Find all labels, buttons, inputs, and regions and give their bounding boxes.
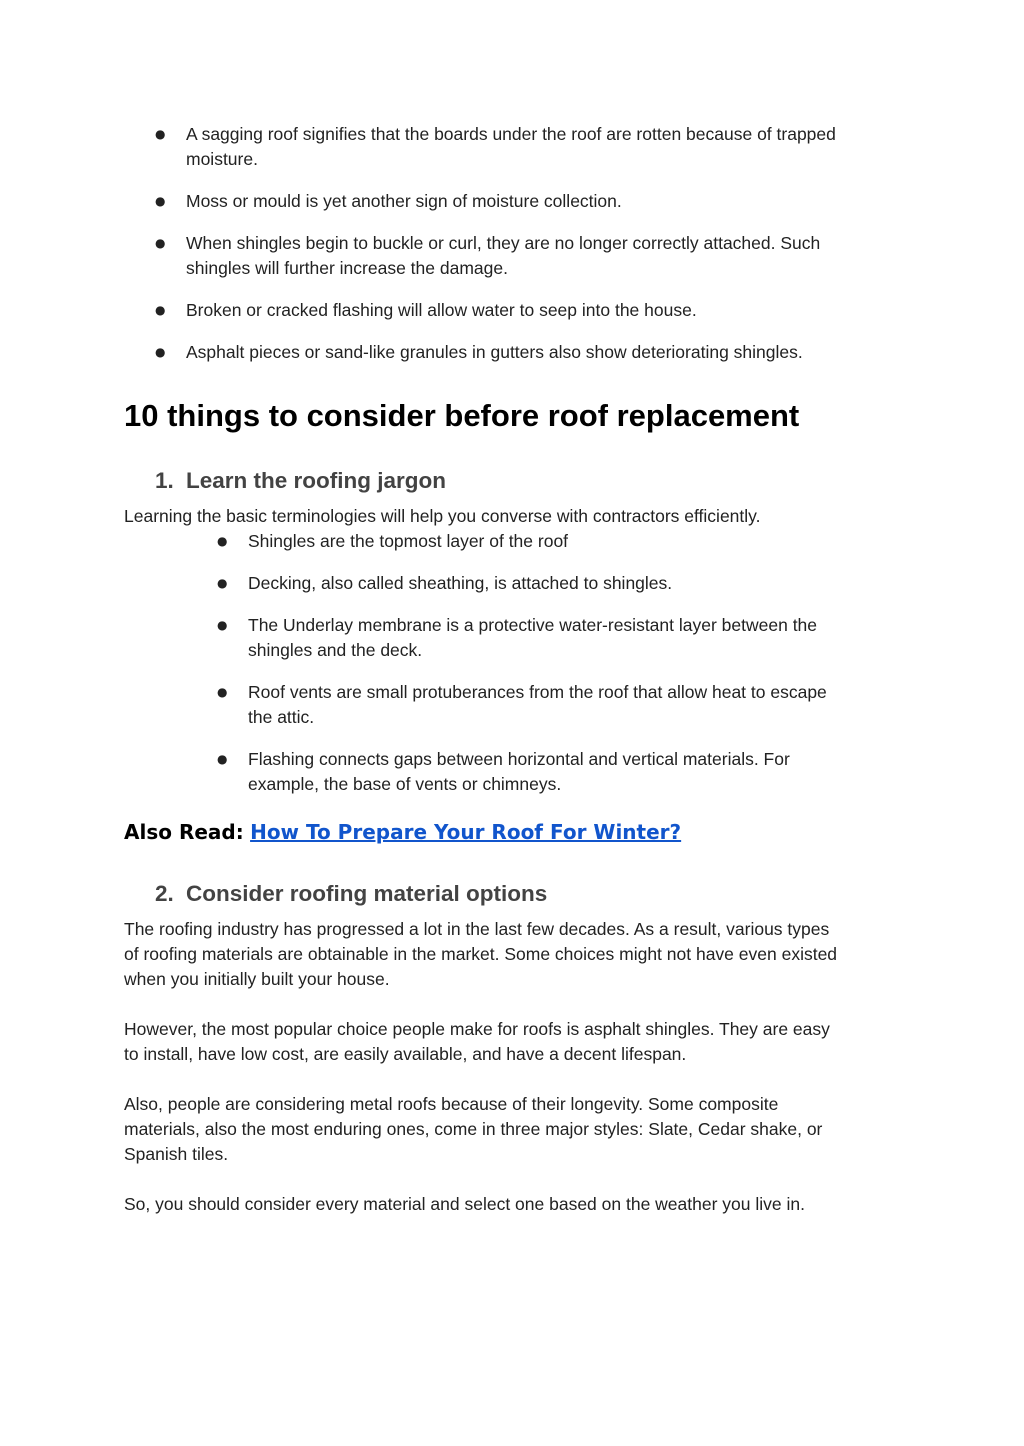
paragraph-line: materials, also the most enduring ones, come in three major styles: Slate, Cedar shake, or bbox=[124, 1119, 823, 1139]
section-1-title: Learn the roofing jargon bbox=[186, 468, 447, 493]
list-item: The Underlay membrane is a protective water-resistant layer between the bbox=[248, 615, 818, 635]
paragraph-line: Also, people are considering metal roofs because of their longevity. Some composite bbox=[124, 1094, 779, 1114]
list-item-continuation: shingles will further increase the damage. bbox=[186, 258, 508, 278]
bullet-marker: ● bbox=[155, 127, 166, 141]
paragraph-line: of roofing materials are obtainable in the market. Some choices might not have even existed bbox=[124, 944, 838, 964]
list-item: Moss or mould is yet another sign of moisture collection. bbox=[186, 191, 622, 211]
section-1-intro: Learning the basic terminologies will help you converse with contractors efficiently. bbox=[124, 506, 761, 526]
paragraph-line: Spanish tiles. bbox=[124, 1144, 229, 1164]
bullet-marker: ● bbox=[155, 194, 166, 208]
also-read-label: Also Read: bbox=[124, 820, 244, 844]
bullet-marker: ● bbox=[217, 534, 228, 548]
also-read-line bbox=[124, 817, 681, 847]
list-item: Flashing connects gaps between horizontal and vertical materials. For bbox=[248, 749, 790, 769]
bullet-marker: ● bbox=[217, 618, 228, 632]
paragraph-line: when you initially built your house. bbox=[124, 969, 390, 989]
paragraph-line: The roofing industry has progressed a lot in the last few decades. As a result, various types bbox=[124, 919, 830, 939]
list-item: Shingles are the topmost layer of the roof bbox=[248, 531, 569, 551]
paragraph-line: So, you should consider every material and select one based on the weather you live in. bbox=[124, 1194, 805, 1214]
list-item-continuation: moisture. bbox=[186, 149, 258, 169]
paragraph-line: However, the most popular choice people make for roofs is asphalt shingles. They are easy bbox=[124, 1019, 830, 1039]
also-read-link[interactable]: How To Prepare Your Roof For Winter? bbox=[250, 820, 682, 844]
list-item: A sagging roof signifies that the boards under the roof are rotten because of trapped bbox=[186, 124, 836, 144]
list-item: Decking, also called sheathing, is attached to shingles. bbox=[248, 573, 673, 593]
list-item: Roof vents are small protuberances from the roof that allow heat to escape bbox=[248, 682, 827, 702]
bullet-marker: ● bbox=[217, 752, 228, 766]
list-item-continuation: the attic. bbox=[248, 707, 315, 727]
section-1-number: 1. bbox=[155, 468, 174, 493]
paragraph-line: to install, have low cost, are easily available, and have a decent lifespan. bbox=[124, 1044, 687, 1064]
bullet-marker: ● bbox=[155, 236, 166, 250]
list-item-continuation: shingles and the deck. bbox=[248, 640, 423, 660]
bullet-marker: ● bbox=[217, 685, 228, 699]
list-item-continuation: example, the base of vents or chimneys. bbox=[248, 774, 562, 794]
section-2-number: 2. bbox=[155, 881, 174, 906]
section-2-title: Consider roofing material options bbox=[186, 881, 548, 906]
main-heading: 10 things to consider before roof replacement bbox=[124, 398, 800, 433]
list-item: Broken or cracked flashing will allow water to seep into the house. bbox=[186, 300, 697, 320]
bullet-marker: ● bbox=[217, 576, 228, 590]
bullet-marker: ● bbox=[155, 345, 166, 359]
bullet-marker: ● bbox=[155, 303, 166, 317]
list-item: When shingles begin to buckle or curl, they are no longer correctly attached. Such bbox=[186, 233, 821, 253]
list-item: Asphalt pieces or sand-like granules in gutters also show deteriorating shingles. bbox=[186, 342, 803, 362]
